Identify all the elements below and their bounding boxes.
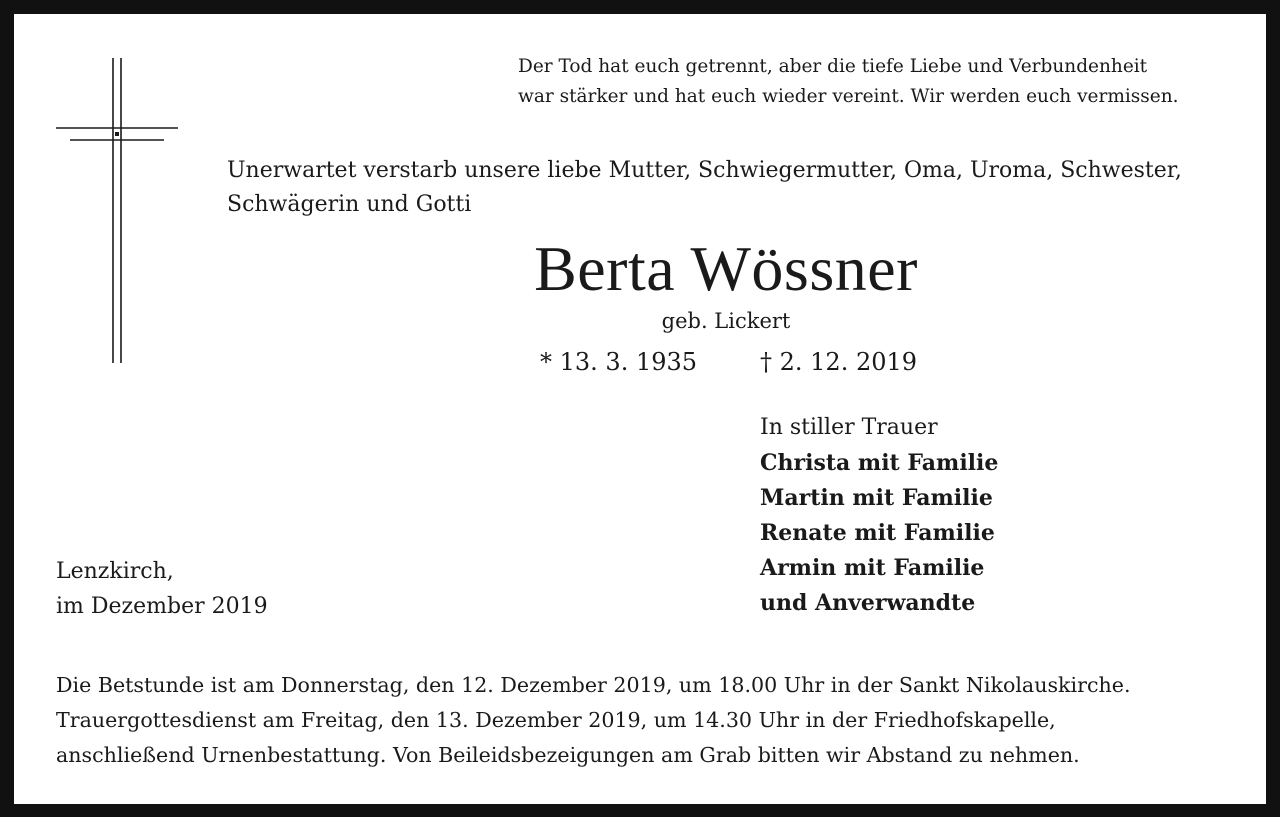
mourner-name: Martin mit Familie [760, 485, 993, 511]
mourner-name: und Anverwandte [760, 590, 976, 616]
maiden-name: geb. Lickert [661, 309, 791, 333]
quote-line: Der Tod hat euch getrennt, aber die tiefe Liebe und Verbundenheit [518, 56, 1148, 77]
intro-line: Schwägerin und Gotti [227, 192, 472, 217]
death-date: † 2. 12. 2019 [760, 348, 918, 376]
date: im Dezember 2019 [56, 594, 268, 619]
service-line: Trauergottesdienst am Freitag, den 13. Dezember 2019, um 14.30 Uhr in der Friedhofskapelle, [56, 708, 1056, 732]
deceased-name: Berta Wössner [534, 233, 918, 304]
service-line: anschließend Urnenbestattung. Von Beileidsbezeigungen am Grab bitten wir Abstand zu nehmen. [56, 743, 1080, 767]
obituary-notice [14, 14, 1266, 804]
service-line: Die Betstunde ist am Donnerstag, den 12. Dezember 2019, um 18.00 Uhr in der Sankt Nikolauskirche. [56, 673, 1131, 697]
service-information [56, 668, 1131, 773]
mourner-name: Armin mit Familie [760, 555, 985, 581]
intro-line: Unerwartet verstarb unsere liebe Mutter, Schwiegermutter, Oma, Uroma, Schwester, [227, 158, 1182, 183]
mourner-name: Renate mit Familie [760, 520, 995, 546]
place-and-date [56, 554, 268, 624]
announcement-intro [227, 154, 1182, 222]
place: Lenzkirch, [56, 559, 174, 584]
mourner-name: Christa mit Familie [760, 450, 999, 476]
mourning-heading: In stiller Trauer [760, 415, 938, 440]
mourners-block [760, 410, 998, 621]
quote-line: war stärker und hat euch wieder vereint. Wir werden euch vermissen. [518, 86, 1179, 107]
memorial-quote [518, 52, 1179, 112]
birth-date: * 13. 3. 1935 [540, 348, 698, 376]
